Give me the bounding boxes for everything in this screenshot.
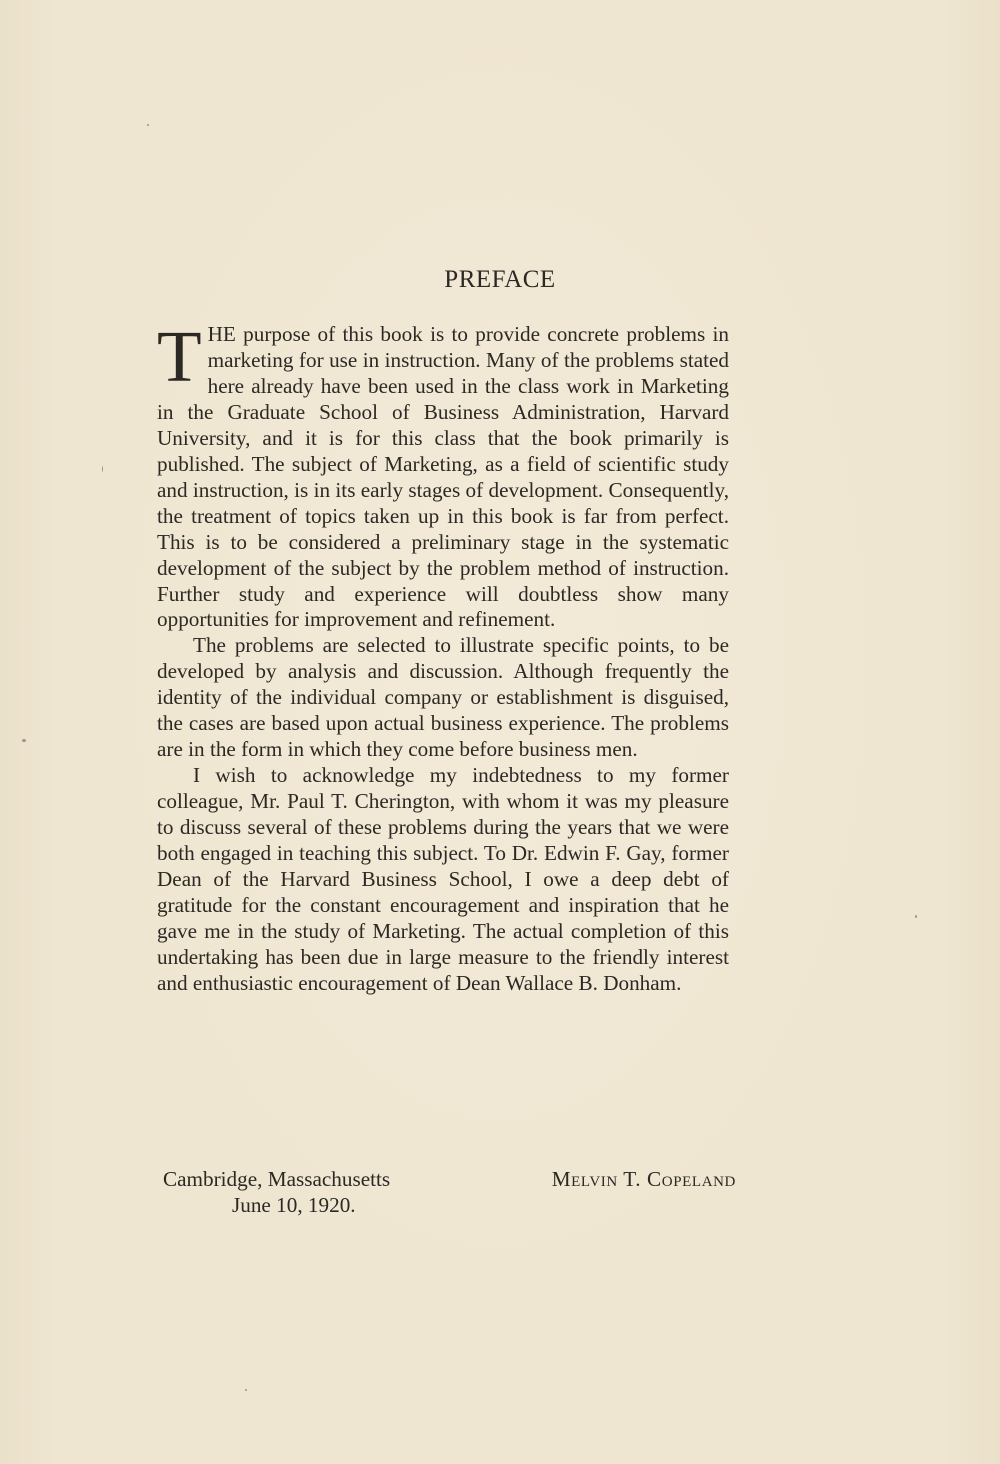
paper-speck bbox=[102, 466, 103, 472]
paper-speck bbox=[22, 739, 26, 742]
paragraph-2: The problems are selected to illustrate specific points, to be developed by analysis and discussion. Although frequently the identity of the individual company or establishment is disguised, the cases are based upon actual business experience. The problems are in the form in which they come before business men. bbox=[157, 633, 729, 762]
paragraph-1-text: HE purpose of this book is to provide concrete problems in marketing for use in instruction. Many of the problems stated here already have been used in the class work in Marketing in the Graduate School of Business Administration, Harvard University, and it is for this class that the book primarily is published. The subject of Marketing, as a field of scientific study and instruction, is in its early stages of development. Consequently, the treatment of topics taken up in this book is far from perfect. This is to be considered a preliminary stage in the systematic development of the subject by the problem method of instruction. Further study and experience will doubtless show many opportunities for improvement and refinement. bbox=[157, 322, 729, 632]
paragraph-3: I wish to acknowledge my indebtedness to my former colleague, Mr. Paul T. Cherington, with whom it was my pleasure to discuss several of these problems during the years that we were both engaged in teaching this subject. To Dr. Edwin F. Gay, former Dean of the Harvard Business School, I owe a deep debt of gratitude for the constant encouragement and inspiration that he gave me in the study of Marketing. The actual completion of this undertaking has been due in large measure to the friendly interest and enthusiastic encouragement of Dean Wallace B. Donham. bbox=[157, 763, 729, 995]
signoff-place: Cambridge, Massachusetts bbox=[163, 1167, 391, 1191]
paper-speck bbox=[915, 915, 917, 918]
page-title: PREFACE bbox=[444, 266, 556, 293]
paper-speck bbox=[245, 1389, 247, 1391]
paragraph-1 bbox=[157, 316, 729, 633]
preface-body bbox=[157, 316, 729, 997]
paper-speck bbox=[147, 124, 149, 126]
drop-cap: T bbox=[157, 316, 202, 397]
signoff-date: June 10, 1920. bbox=[232, 1193, 356, 1217]
author-name: Melvin T. Copeland bbox=[551, 1167, 736, 1191]
